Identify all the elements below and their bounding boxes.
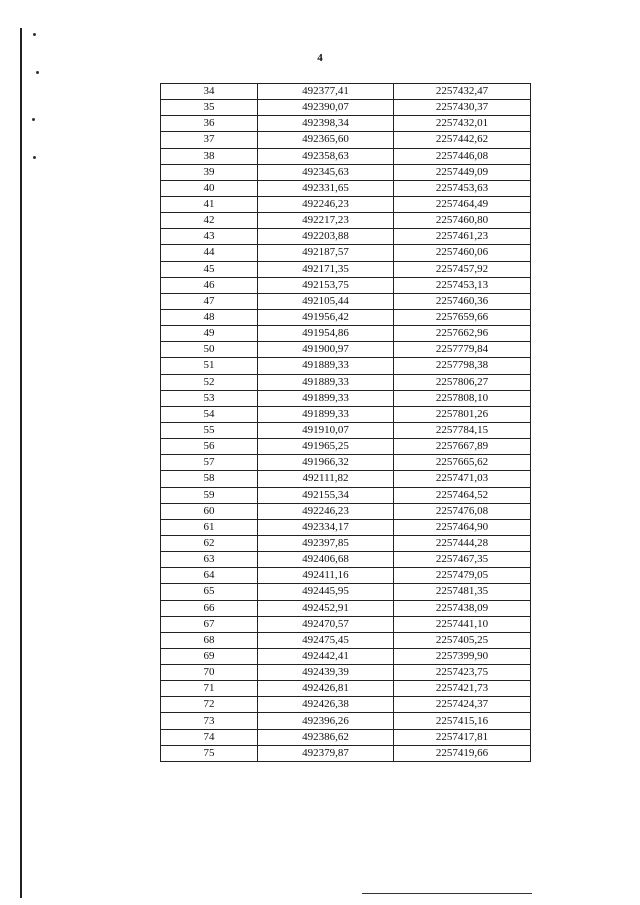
table-row (161, 422, 531, 438)
y-coordinate-cell: 2257421,73 (394, 681, 531, 697)
point-number-cell: 36 (161, 116, 258, 132)
x-coordinate-cell: 492334,17 (258, 519, 394, 535)
point-number-cell: 42 (161, 213, 258, 229)
scan-speck (36, 71, 39, 74)
x-coordinate-cell: 491889,33 (258, 358, 394, 374)
point-number-cell: 58 (161, 471, 258, 487)
y-coordinate-cell: 2257415,16 (394, 713, 531, 729)
table-row (161, 681, 531, 697)
x-coordinate-cell: 492426,81 (258, 681, 394, 697)
point-number-cell: 73 (161, 713, 258, 729)
x-coordinate-cell: 492470,57 (258, 616, 394, 632)
point-number-cell: 53 (161, 390, 258, 406)
point-number-cell: 61 (161, 519, 258, 535)
table-row (161, 568, 531, 584)
table-row (161, 116, 531, 132)
y-coordinate-cell: 2257808,10 (394, 390, 531, 406)
point-number-cell: 46 (161, 277, 258, 293)
x-coordinate-cell: 492111,82 (258, 471, 394, 487)
y-coordinate-cell: 2257667,89 (394, 439, 531, 455)
y-coordinate-cell: 2257432,01 (394, 116, 531, 132)
y-coordinate-cell: 2257476,08 (394, 503, 531, 519)
table-row (161, 503, 531, 519)
table-row (161, 616, 531, 632)
table-row (161, 390, 531, 406)
table-row (161, 552, 531, 568)
table-row (161, 729, 531, 745)
table-row (161, 180, 531, 196)
x-coordinate-cell: 492155,34 (258, 487, 394, 503)
y-coordinate-cell: 2257471,03 (394, 471, 531, 487)
y-coordinate-cell: 2257662,96 (394, 326, 531, 342)
y-coordinate-cell: 2257419,66 (394, 745, 531, 761)
y-coordinate-cell: 2257424,37 (394, 697, 531, 713)
x-coordinate-cell: 491966,32 (258, 455, 394, 471)
page-number: 4 (317, 52, 323, 64)
scan-speck (33, 33, 36, 36)
scan-speck (32, 118, 35, 121)
table-row (161, 439, 531, 455)
point-number-cell: 64 (161, 568, 258, 584)
x-coordinate-cell: 492105,44 (258, 293, 394, 309)
x-coordinate-cell: 492406,68 (258, 552, 394, 568)
scan-edge-line (20, 28, 22, 898)
x-coordinate-cell: 492365,60 (258, 132, 394, 148)
y-coordinate-cell: 2257399,90 (394, 648, 531, 664)
y-coordinate-cell: 2257464,90 (394, 519, 531, 535)
y-coordinate-cell: 2257453,63 (394, 180, 531, 196)
x-coordinate-cell: 492445,95 (258, 584, 394, 600)
table-row (161, 697, 531, 713)
point-number-cell: 63 (161, 552, 258, 568)
point-number-cell: 66 (161, 600, 258, 616)
x-coordinate-cell: 492377,41 (258, 84, 394, 100)
table-row (161, 196, 531, 212)
table-row (161, 277, 531, 293)
x-coordinate-cell: 492187,57 (258, 245, 394, 261)
y-coordinate-cell: 2257423,75 (394, 665, 531, 681)
y-coordinate-cell: 2257460,80 (394, 213, 531, 229)
point-number-cell: 50 (161, 342, 258, 358)
y-coordinate-cell: 2257444,28 (394, 535, 531, 551)
point-number-cell: 44 (161, 245, 258, 261)
x-coordinate-cell: 492475,45 (258, 632, 394, 648)
point-number-cell: 69 (161, 648, 258, 664)
point-number-cell: 41 (161, 196, 258, 212)
x-coordinate-cell: 492396,26 (258, 713, 394, 729)
table-row (161, 745, 531, 761)
y-coordinate-cell: 2257432,47 (394, 84, 531, 100)
x-coordinate-cell: 492345,63 (258, 164, 394, 180)
y-coordinate-cell: 2257481,35 (394, 584, 531, 600)
point-number-cell: 70 (161, 665, 258, 681)
x-coordinate-cell: 492426,38 (258, 697, 394, 713)
table-row (161, 713, 531, 729)
point-number-cell: 48 (161, 309, 258, 325)
y-coordinate-cell: 2257457,92 (394, 261, 531, 277)
point-number-cell: 45 (161, 261, 258, 277)
table-row (161, 471, 531, 487)
point-number-cell: 75 (161, 745, 258, 761)
table-row (161, 600, 531, 616)
x-coordinate-cell: 491965,25 (258, 439, 394, 455)
point-number-cell: 54 (161, 406, 258, 422)
point-number-cell: 57 (161, 455, 258, 471)
x-coordinate-cell: 491956,42 (258, 309, 394, 325)
x-coordinate-cell: 492153,75 (258, 277, 394, 293)
y-coordinate-cell: 2257798,38 (394, 358, 531, 374)
x-coordinate-cell: 491900,97 (258, 342, 394, 358)
x-coordinate-cell: 491899,33 (258, 390, 394, 406)
y-coordinate-cell: 2257453,13 (394, 277, 531, 293)
point-number-cell: 56 (161, 439, 258, 455)
point-number-cell: 60 (161, 503, 258, 519)
table-row (161, 406, 531, 422)
x-coordinate-cell: 491889,33 (258, 374, 394, 390)
y-coordinate-cell: 2257442,62 (394, 132, 531, 148)
y-coordinate-cell: 2257461,23 (394, 229, 531, 245)
y-coordinate-cell: 2257430,37 (394, 100, 531, 116)
y-coordinate-cell: 2257438,09 (394, 600, 531, 616)
x-coordinate-cell: 492390,07 (258, 100, 394, 116)
coordinates-table-body (161, 84, 531, 762)
table-row (161, 100, 531, 116)
x-coordinate-cell: 492442,41 (258, 648, 394, 664)
table-row (161, 293, 531, 309)
x-coordinate-cell: 491910,07 (258, 422, 394, 438)
y-coordinate-cell: 2257460,36 (394, 293, 531, 309)
x-coordinate-cell: 491954,86 (258, 326, 394, 342)
table-row (161, 455, 531, 471)
table-row (161, 342, 531, 358)
x-coordinate-cell: 492203,88 (258, 229, 394, 245)
point-number-cell: 68 (161, 632, 258, 648)
y-coordinate-cell: 2257784,15 (394, 422, 531, 438)
signature-line (362, 893, 532, 894)
x-coordinate-cell: 492246,23 (258, 503, 394, 519)
scan-speck (33, 156, 36, 159)
y-coordinate-cell: 2257464,52 (394, 487, 531, 503)
point-number-cell: 47 (161, 293, 258, 309)
table-row (161, 358, 531, 374)
point-number-cell: 35 (161, 100, 258, 116)
x-coordinate-cell: 492452,91 (258, 600, 394, 616)
x-coordinate-cell: 492411,16 (258, 568, 394, 584)
point-number-cell: 74 (161, 729, 258, 745)
table-row (161, 261, 531, 277)
table-row (161, 245, 531, 261)
y-coordinate-cell: 2257417,81 (394, 729, 531, 745)
table-row (161, 535, 531, 551)
point-number-cell: 34 (161, 84, 258, 100)
coordinates-table (160, 83, 531, 762)
x-coordinate-cell: 492246,23 (258, 196, 394, 212)
point-number-cell: 49 (161, 326, 258, 342)
y-coordinate-cell: 2257449,09 (394, 164, 531, 180)
point-number-cell: 37 (161, 132, 258, 148)
point-number-cell: 55 (161, 422, 258, 438)
point-number-cell: 52 (161, 374, 258, 390)
table-row (161, 584, 531, 600)
point-number-cell: 59 (161, 487, 258, 503)
y-coordinate-cell: 2257479,05 (394, 568, 531, 584)
point-number-cell: 67 (161, 616, 258, 632)
y-coordinate-cell: 2257665,62 (394, 455, 531, 471)
table-row (161, 213, 531, 229)
point-number-cell: 62 (161, 535, 258, 551)
y-coordinate-cell: 2257779,84 (394, 342, 531, 358)
point-number-cell: 38 (161, 148, 258, 164)
y-coordinate-cell: 2257446,08 (394, 148, 531, 164)
x-coordinate-cell: 492331,65 (258, 180, 394, 196)
table-row (161, 487, 531, 503)
table-row (161, 229, 531, 245)
y-coordinate-cell: 2257806,27 (394, 374, 531, 390)
point-number-cell: 71 (161, 681, 258, 697)
y-coordinate-cell: 2257441,10 (394, 616, 531, 632)
y-coordinate-cell: 2257801,26 (394, 406, 531, 422)
x-coordinate-cell: 492358,63 (258, 148, 394, 164)
table-row (161, 148, 531, 164)
table-row (161, 164, 531, 180)
point-number-cell: 51 (161, 358, 258, 374)
x-coordinate-cell: 492439,39 (258, 665, 394, 681)
y-coordinate-cell: 2257659,66 (394, 309, 531, 325)
table-row (161, 132, 531, 148)
y-coordinate-cell: 2257405,25 (394, 632, 531, 648)
x-coordinate-cell: 492386,62 (258, 729, 394, 745)
table-row (161, 632, 531, 648)
point-number-cell: 39 (161, 164, 258, 180)
table-row (161, 326, 531, 342)
x-coordinate-cell: 492217,23 (258, 213, 394, 229)
y-coordinate-cell: 2257460,06 (394, 245, 531, 261)
table-row (161, 665, 531, 681)
point-number-cell: 40 (161, 180, 258, 196)
x-coordinate-cell: 492171,35 (258, 261, 394, 277)
table-row (161, 84, 531, 100)
y-coordinate-cell: 2257464,49 (394, 196, 531, 212)
table-row (161, 374, 531, 390)
table-row (161, 648, 531, 664)
table-row (161, 519, 531, 535)
x-coordinate-cell: 492398,34 (258, 116, 394, 132)
x-coordinate-cell: 492379,87 (258, 745, 394, 761)
y-coordinate-cell: 2257467,35 (394, 552, 531, 568)
x-coordinate-cell: 491899,33 (258, 406, 394, 422)
point-number-cell: 72 (161, 697, 258, 713)
point-number-cell: 43 (161, 229, 258, 245)
point-number-cell: 65 (161, 584, 258, 600)
x-coordinate-cell: 492397,85 (258, 535, 394, 551)
table-row (161, 309, 531, 325)
